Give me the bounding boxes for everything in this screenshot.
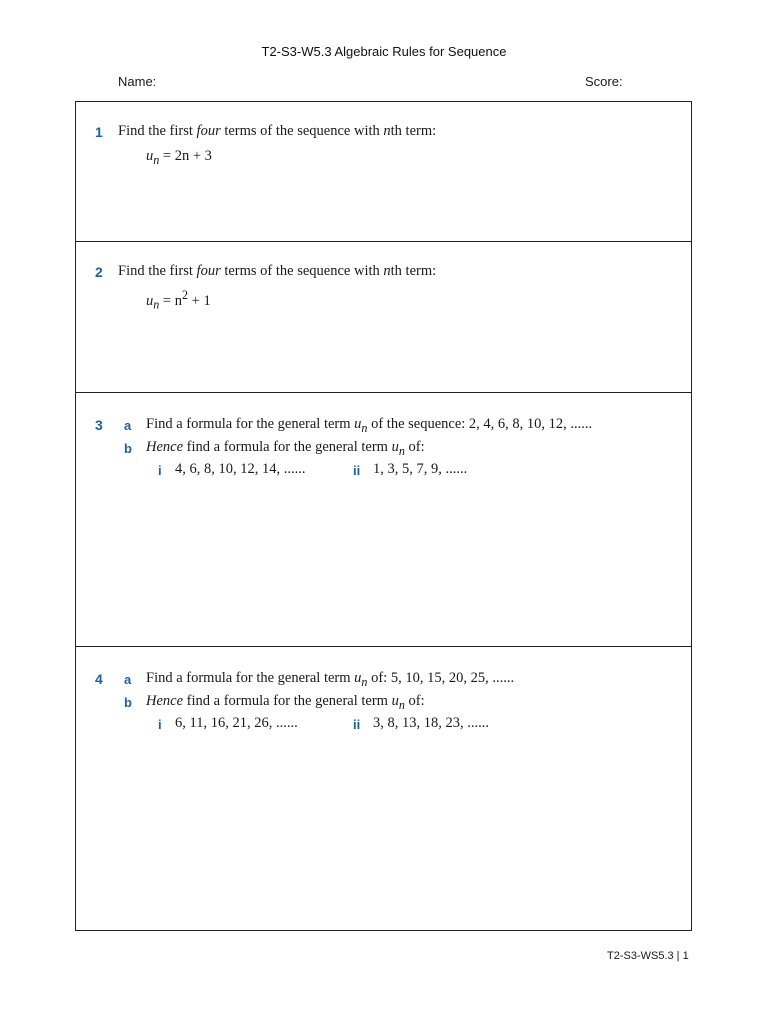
page-footer: T2-S3-WS5.3 | 1 — [607, 950, 689, 962]
worksheet-title: T2-S3-W5.3 Algebraic Rules for Sequence — [261, 44, 507, 59]
formula-exponent: 2 — [181, 288, 189, 302]
part-b-text — [146, 439, 425, 459]
prompt-text: Find the first — [118, 263, 197, 279]
name-label: Name: — [118, 74, 157, 89]
subpart-i-label: i — [158, 463, 162, 478]
question-prompt — [118, 263, 436, 280]
question-number: 1 — [95, 124, 103, 140]
formula-variable: u — [146, 292, 154, 309]
term-subscript: n — [398, 697, 405, 712]
term-variable: u — [391, 439, 399, 455]
part-text: of: — [404, 439, 425, 455]
subpart-ii-label: ii — [353, 463, 361, 478]
term-subscript: n — [398, 443, 405, 458]
prompt-emphasis: four — [196, 123, 221, 139]
question-prompt — [118, 123, 436, 140]
nth-term-formula — [146, 288, 211, 313]
nth-term-formula — [146, 148, 212, 168]
part-text: find a formula for the general term — [183, 439, 392, 455]
prompt-text: Find the first — [118, 123, 197, 139]
part-emphasis: Hence — [146, 693, 184, 709]
question-box-4 — [76, 647, 691, 930]
part-b-text — [146, 693, 425, 713]
question-box-2 — [76, 242, 691, 393]
prompt-text: th term: — [390, 263, 437, 279]
question-box-1 — [76, 102, 691, 242]
prompt-emphasis: four — [196, 263, 221, 279]
part-text: Find a formula for the general term — [146, 416, 355, 432]
part-emphasis: Hence — [146, 439, 184, 455]
formula-rhs: = 2n + 3 — [159, 148, 212, 164]
part-text: of the sequence: 2, 4, 6, 8, 10, 12, ...... — [367, 416, 593, 432]
prompt-text: terms of the sequence with — [220, 263, 384, 279]
prompt-variable: n — [383, 263, 391, 279]
subpart-i-sequence: 6, 11, 16, 21, 26, ...... — [175, 715, 298, 731]
prompt-variable: n — [383, 123, 391, 139]
question-number: 4 — [95, 671, 103, 687]
formula-rhs: = n — [159, 292, 182, 309]
part-b-label: b — [124, 695, 132, 710]
term-variable: u — [391, 693, 399, 709]
subpart-i-label: i — [158, 717, 162, 732]
formula-variable: u — [146, 148, 154, 164]
subpart-ii-sequence: 1, 3, 5, 7, 9, ...... — [373, 461, 468, 477]
subpart-ii-label: ii — [353, 717, 361, 732]
formula-rhs: + 1 — [188, 292, 211, 309]
question-number: 2 — [95, 264, 103, 280]
question-sheet — [75, 101, 692, 931]
question-number: 3 — [95, 417, 103, 433]
term-variable: u — [354, 416, 362, 432]
part-a-label: a — [124, 672, 132, 687]
part-text: of: — [404, 693, 425, 709]
question-box-3 — [76, 393, 691, 647]
part-a-text — [146, 670, 514, 690]
part-text: of: 5, 10, 15, 20, 25, ...... — [367, 670, 515, 686]
part-a-text — [146, 416, 592, 436]
subpart-i-sequence: 4, 6, 8, 10, 12, 14, ...... — [175, 461, 306, 477]
part-b-label: b — [124, 441, 132, 456]
part-text: Find a formula for the general term — [146, 670, 355, 686]
term-subscript: n — [361, 674, 368, 689]
prompt-text: terms of the sequence with — [220, 123, 384, 139]
part-text: find a formula for the general term — [183, 693, 392, 709]
prompt-text: th term: — [390, 123, 437, 139]
formula-subscript: n — [153, 297, 160, 312]
term-subscript: n — [361, 420, 368, 435]
part-a-label: a — [124, 418, 132, 433]
score-label: Score: — [585, 74, 623, 89]
term-variable: u — [354, 670, 362, 686]
subpart-ii-sequence: 3, 8, 13, 18, 23, ...... — [373, 715, 489, 731]
formula-subscript: n — [153, 152, 160, 167]
